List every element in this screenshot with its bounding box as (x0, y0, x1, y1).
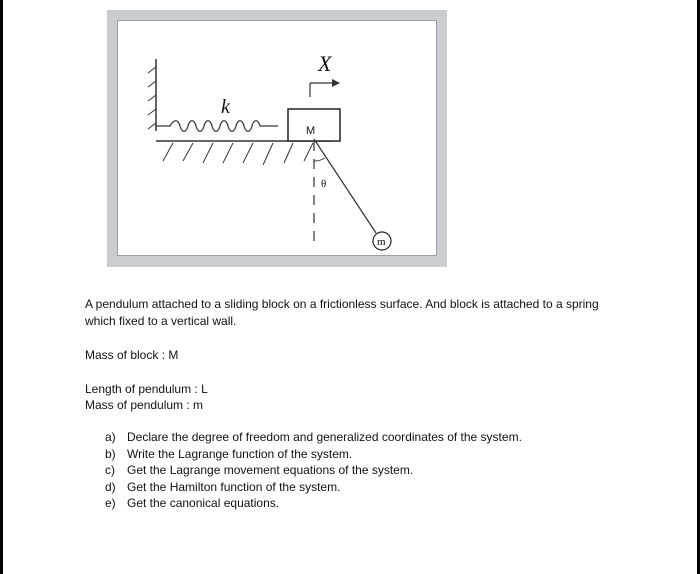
pendulum-block-diagram (117, 20, 437, 256)
question-text: Get the canonical equations. (127, 496, 280, 510)
label-k: k (221, 96, 230, 118)
mass-of-pendulum: Mass of pendulum : m (85, 398, 204, 412)
question-item (105, 429, 522, 446)
question-letter: c) (105, 463, 115, 477)
question-letter: e) (105, 496, 116, 510)
question-list (105, 429, 522, 512)
problem-description: A pendulum attached to a sliding block on a frictionless surface. And block is attached to a spring which fixed to a vertical wall. (85, 297, 599, 328)
label-x: X (318, 51, 332, 76)
question-text: Get the Lagrange movement equations of the system. (127, 463, 414, 477)
question-text: Write the Lagrange function of the system. (127, 446, 353, 461)
label-theta: θ (321, 178, 327, 190)
question-letter: b) (105, 446, 116, 461)
theta-arc (314, 158, 325, 161)
wall-hatching (148, 67, 156, 129)
question-item (105, 495, 522, 512)
question-item (105, 462, 522, 479)
question-letter: d) (105, 479, 116, 494)
question-item (105, 479, 522, 496)
question-text: Get the Hamilton function of the system. (127, 479, 341, 494)
label-m: m (377, 236, 386, 248)
x-arrow-head (332, 79, 340, 87)
question-item (105, 446, 522, 463)
mass-of-block: Mass of block : M (85, 348, 179, 362)
length-of-pendulum: Length of pendulum : L (85, 382, 208, 396)
diagram-svg (118, 21, 438, 257)
ground-hatching (163, 143, 313, 165)
spring (156, 121, 278, 132)
left-edge-bar (0, 0, 3, 574)
question-letter: a) (105, 430, 116, 444)
figure-frame (107, 10, 447, 267)
label-M: M (306, 125, 316, 137)
question-text: Declare the degree of freedom and generalized coordinates of the system. (127, 430, 522, 444)
